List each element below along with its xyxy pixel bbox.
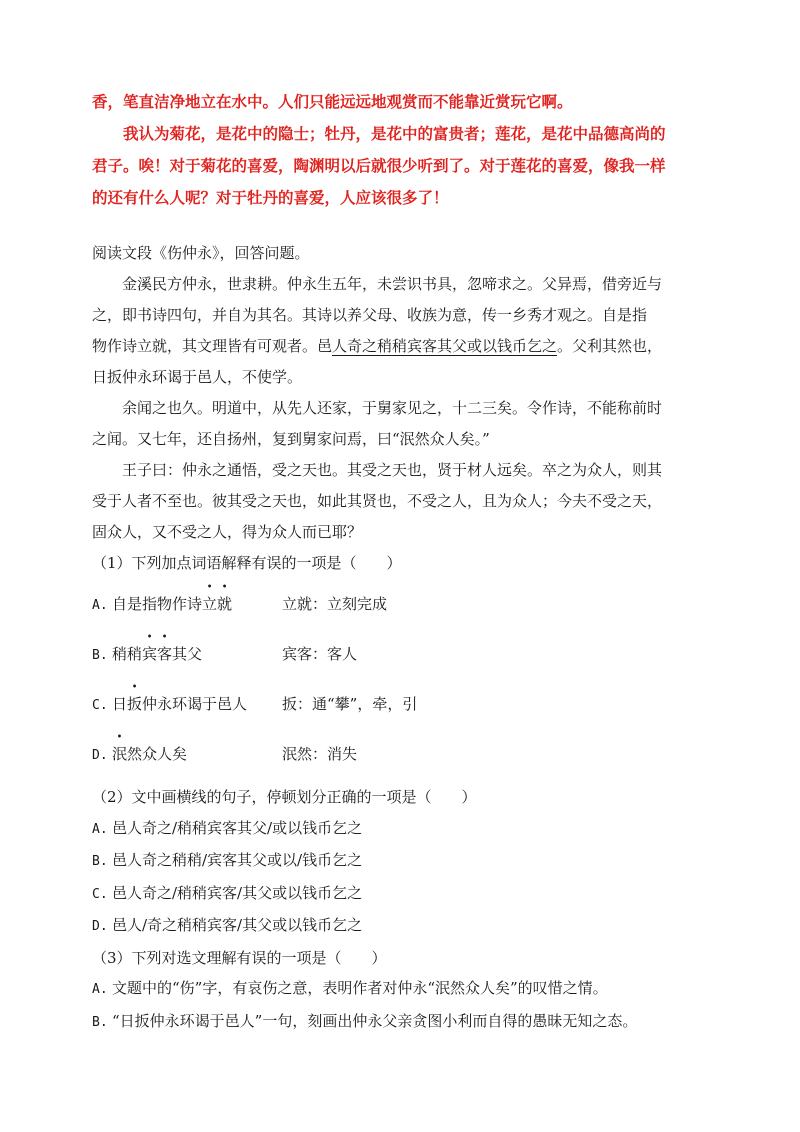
option-b[interactable] (92, 628, 712, 678)
passage-line: 王子曰：仲永之通悟，受之天也。其受之天也，贤于材人远矣。卒之为众人，则其 (122, 461, 663, 479)
option-explanation: 泯然：消失 (282, 744, 358, 763)
dotted-char: 客 (157, 644, 173, 663)
option-explanation: 宾客：客人 (282, 644, 358, 663)
option-letter: A. (92, 982, 108, 997)
question-2 (92, 782, 712, 943)
option-c[interactable] (92, 678, 712, 728)
question-1 (92, 548, 712, 778)
option-text: 自是指物作诗 (112, 594, 203, 613)
option-d[interactable] (92, 910, 712, 943)
option-d[interactable] (92, 728, 712, 778)
question-stem: （3）下列对选文理解有误的一项是（ ） (92, 948, 387, 967)
passage-line: 之闻。又七年，还自扬州，复到舅家问焉，曰“泯然众人矣。” (92, 430, 490, 448)
option-letter: C. (92, 886, 108, 902)
dotted-char: 就 (217, 594, 233, 613)
translation-line: 的还有什么人呢？对于牡丹的喜爱，人应该很多了！ (92, 188, 449, 207)
option-text: “日扳仲永环谒于邑人”一句，刻画出仲永父亲贪图小利而自得的愚昧无知之态。 (112, 1011, 638, 1030)
option-letter: B. (92, 647, 108, 663)
option-b[interactable] (92, 1006, 712, 1039)
option-explanation: 立就：立刻完成 (282, 594, 388, 613)
translation-line: 香，笔直洁净地立在水中。人们只能远远地观赏而不能靠近赏玩它啊。 (92, 92, 573, 111)
option-text: 其父 (172, 644, 203, 663)
option-text: 文题中的“伤”字，有哀伤之意，表明作者对仲永“泯然众人矣”的叹惜之情。 (112, 979, 608, 997)
option-text: 然众人矣 (127, 744, 188, 763)
translation-line: 我认为菊花，是花中的隐士；牡丹，是花中的富贵者；莲花，是花中品德高尚的 (123, 124, 666, 143)
option-letter: A. (92, 821, 108, 837)
translation-line: 君子。唉！对于菊花的喜爱，陶渊明以后就很少听到了。对于莲花的喜爱，像我一样 (92, 156, 666, 175)
option-a[interactable] (92, 973, 712, 1006)
option-letter: B. (92, 854, 108, 869)
option-text: 邑人奇之稍稍/宾客其父或以/钱币乞之 (112, 851, 363, 869)
passage-line (92, 331, 712, 362)
passage-line: 固众人，又不受之人，得为众人而已耶？ (92, 523, 363, 541)
option-letter: D. (92, 919, 108, 934)
reading-passage (92, 238, 712, 548)
passage-line: 之，即书诗四句，并自为其名。其诗以养父母、收族为意，传一乡秀才观之。自是指 (92, 306, 648, 324)
option-text: 仲永环谒于邑人 (142, 694, 248, 713)
option-text: 稍稍 (112, 644, 143, 663)
passage-line: 日扳仲永环谒于邑人，不使学。 (92, 368, 303, 386)
question-stem: （1）下列加点词语解释有误的一项是（ ） (92, 554, 402, 572)
dotted-char: 宾 (142, 644, 158, 663)
option-letter: A. (92, 597, 108, 613)
option-b[interactable] (92, 845, 712, 878)
option-explanation: 扳：通“攀”，牵，引 (282, 694, 418, 713)
question-stem: （2）文中画横线的句子，停顿划分正确的一项是（ ） (92, 788, 477, 806)
passage-text: 物作诗立就，其文理皆有可观者。邑 (92, 337, 333, 355)
passage-line: 受于人者不至也。彼其受之天也，如此其贤也，不受之人，且为众人；今夫不受之天， (92, 492, 663, 510)
option-text: 邑人奇之/稍稍宾客/其父或以钱币乞之 (112, 883, 363, 902)
option-c[interactable] (92, 878, 712, 911)
document-page (92, 86, 712, 1038)
option-a[interactable] (92, 813, 712, 846)
reading-intro: 阅读文段《伤仲永》，回答问题。 (92, 244, 310, 262)
underlined-sentence: 人奇之稍稍宾客其父或以钱币乞之 (332, 337, 558, 355)
dotted-char: 立 (202, 594, 218, 613)
question-3 (92, 943, 712, 1039)
passage-text: 。父利其然也， (557, 337, 663, 355)
option-letter: B. (92, 1014, 108, 1030)
dotted-char: 扳 (127, 694, 143, 713)
option-text: 邑人奇之/稍稍宾客其父/或以钱币乞之 (112, 818, 363, 837)
option-text: 日 (112, 694, 128, 713)
option-a[interactable] (92, 578, 712, 628)
dotted-char: 泯 (112, 744, 128, 763)
option-text: 邑人/奇之稍稍宾客/其父或以钱币乞之 (112, 916, 363, 934)
passage-line: 余闻之也久。明道中，从先人还家，于舅家见之，十二三矣。令作诗，不能称前时 (122, 399, 663, 417)
passage-line: 金溪民方仲永，世隶耕。仲永生五年，未尝识书具，忽啼求之。父异焉，借旁近与 (122, 275, 663, 293)
option-letter: D. (92, 747, 108, 763)
option-letter: C. (92, 697, 108, 713)
translation-section (92, 86, 712, 214)
